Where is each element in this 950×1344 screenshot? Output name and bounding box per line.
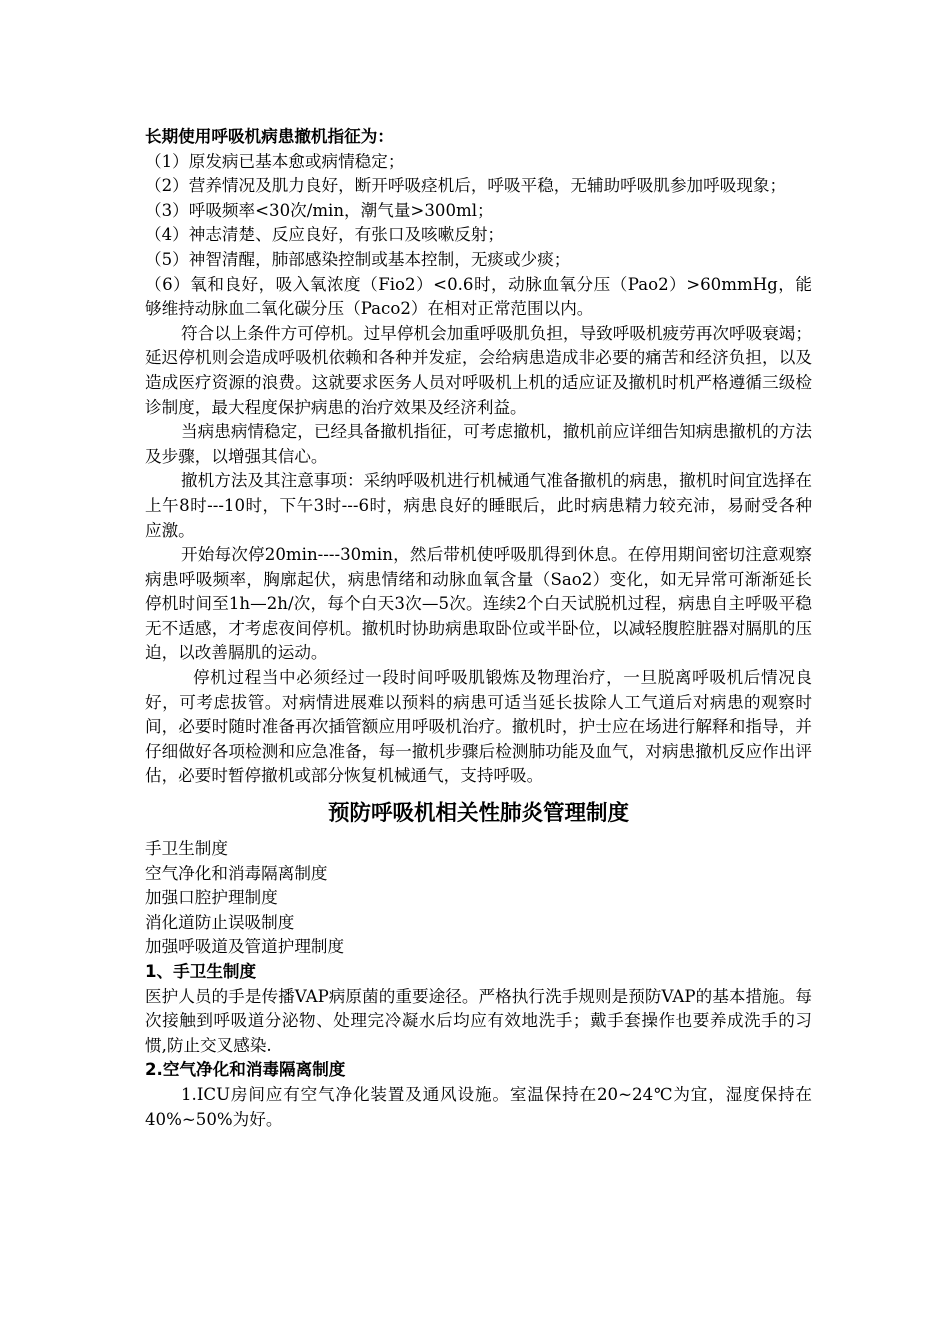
body-paragraph: 开始每次停20min----30min，然后带机使呼吸肌得到休息。在停用期间密切注意观察病患呼吸频率，胸廓起伏，病患情绪和动脉血氧含量（Sao2）变化，如无异常可渐渐延长停机时间至1h—2h/次，每个白天3次—5次。连续2个白天试脱机过程，病患自主呼吸平稳无不适感，才考虑夜间停机。撤机时协助病患取卧位或半卧位，以减轻腹腔脏器对膈肌的压迫，以改善膈肌的运动。 [145,545,812,663]
air-purification-text: 1.ICU房间应有空气净化装置及通风设施。室温保持在20~24℃为宜，湿度保持在40%~50%为好。 [145,1084,812,1129]
weaning-criteria-list [145,150,812,322]
policy-list-item: 空气净化和消毒隔离制度 [145,863,328,883]
hand-hygiene-text: 医护人员的手是传播VAP病原菌的重要途径。严格执行洗手规则是预防VAP的基本措施。每次接触到呼吸道分泌物、处理完冷凝水后均应有效地洗手；戴手套操作也要养成洗手的习惯,防止交叉感染. [145,986,812,1055]
hand-hygiene-heading: 1、手卫生制度 [145,962,257,981]
criteria-item: （1）原发病已基本愈或病情稳定； [145,151,405,171]
body-paragraph: 停机过程当中必须经过一段时间呼吸肌锻炼及物理治疗，一旦脱离呼吸机后情况良好，可考虑拔管。对病情进展难以预料的病患可适当延长拔除人工气道后对病患的观察时间，必要时随时准备再次插管额应用呼吸机治疗。撤机时，护士应在场进行解释和指导，并仔细做好各项检测和应急准备，每一撤机步骤后检测肺功能及血气，对病患撤机反应作出评估，必要时暂停撤机或部分恢复机械通气，支持呼吸。 [145,668,812,786]
body-paragraph: 符合以上条件方可停机。过早停机会加重呼吸肌负担，导致呼吸机疲劳再次呼吸衰竭；延迟停机则会造成呼吸机依赖和各种并发症，会给病患造成非必要的痛苦和经济负担，以及造成医疗资源的浪费。这就要求医务人员对呼吸机上机的适应证及撤机时机严格遵循三级检诊制度，最大程度保护病患的治疗效果及经济利益。 [145,323,812,417]
policy-list-item: 消化道防止误吸制度 [145,912,295,932]
criteria-item: （6）氧和良好，吸入氧浓度（Fio2）<0.6时，动脉血氧分压（Pao2）>60mmHg，能够维持动脉血二氧化碳分压（Paco2）在相对正常范围以内。 [145,274,812,319]
body-paragraph: 撤机方法及其注意事项：采纳呼吸机进行机械通气准备撤机的病患，撤机时间宜选择在上午8时---10时，下午3时---6时，病患良好的睡眠后，此时病患精力较充沛，易耐受各种应激。 [145,471,812,540]
policy-list-item: 加强口腔护理制度 [145,888,278,908]
air-purification-heading: 2.空气净化和消毒隔离制度 [145,1060,346,1080]
weaning-criteria-heading: 长期使用呼吸机病患撤机指征为： [145,127,394,146]
body-paragraph: 当病患病情稳定，已经具备撤机指征，可考虑撤机，撤机前应详细告知病患撤机的方法及步骤，以增强其信心。 [145,422,812,466]
policy-list-item: 加强呼吸道及管道护理制度 [145,937,345,957]
policy-list-item: 手卫生制度 [145,839,228,859]
section-title: 预防呼吸机相关性肺炎管理制度 [327,801,629,827]
criteria-item: （3）呼吸频率<30次/min，潮气量>300ml； [145,200,494,220]
criteria-item: （5）神智清醒，肺部感染控制或基本控制，无痰或少痰； [145,249,571,269]
policy-list [145,837,812,960]
criteria-item: （4）神志清楚、反应良好，有张口及咳嗽反射； [145,225,505,245]
criteria-item: （2）营养情况及肌力良好，断开呼吸痉机后，呼吸平稳，无辅助呼吸肌参加呼吸现象； [145,176,787,196]
